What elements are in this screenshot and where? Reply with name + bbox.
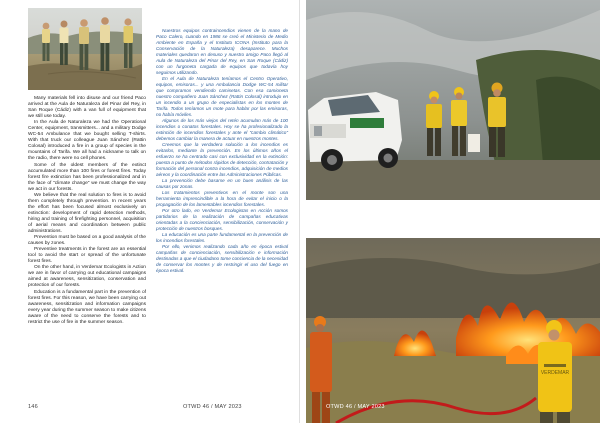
paragraph-en: Many materials fell into disuse and our friend Paco arrived at the Aula de Naturaleza del Pinar del Rey, in San Roque (Cádiz) with a van full of equipment that we still use today.	[28, 96, 146, 120]
paragraph-es: La prevención debe basarse en un buen análisis de las causas por zonas.	[156, 178, 288, 189]
paragraph-es: Los tratamientos preventivos en el monte son una herramienta imprescindible a la hora de evitar el inicio o la propagación de los lamentables incendios forestales.	[156, 190, 288, 207]
vest-text: VERDEMAR	[540, 370, 570, 376]
paragraph-en: We believe that the real solution to fires is to avoid them completely through prevention. In recent years the effort has been focused almost exclusively on extinction: development of rapid detection methods, hiring and training of firefighting personnel, acquisition of aerial means and coordination between public administrations.	[28, 192, 146, 235]
paragraph-es: La educación es una parte fundamental en la prevención de los incendios forestales.	[156, 232, 288, 243]
firefighting-flames-photo	[306, 238, 600, 423]
firefighter-team-photo	[28, 8, 142, 90]
paragraph-es: Por ello, venimos realizando cada año en época estival campañas de concienciación, sensibilización e información destinadas a que el ciudadano tome conciencia de la necesidad de conservar los montes y de restringir el uso del fuego en época estival.	[156, 244, 288, 273]
magazine-issue: OTWD 46 / MAY 2023	[183, 404, 242, 410]
paragraph-en: Education is a fundamental part in the prevention of forest fires. For this reason, we have been carrying out awareness, sensitization and information campaigns every year during the summer season to make citizens aware of the need to conserve the forests and to restrict the use of fire in the summer season.	[28, 289, 146, 325]
paragraph-es: Algunos de los más viejos del retén acumulan más de 100 incendios o conatos forestales. Hoy se ha profesionalizado la extinción de incendios forestales y ante el "cambio climático" debemos cambiar la manera de actuar en nuestros montes.	[156, 118, 288, 141]
paragraph-es: Por otro lado, en Verdemar Ecologistas en Acción somos partidarios de la realización de campañas educativas orientadas a la concienciación, sensibilización, conservación y protección de nuestros bosques.	[156, 208, 288, 231]
paragraph-en: Some of the oldest members of the extinct accumulated more than 100 fires or forest fires. Today forest fire extinction has been professionalized and in the face of "climate change" we must change the way we act in our forests.	[28, 162, 146, 192]
page-number: 146	[28, 404, 38, 410]
spanish-text-column	[156, 28, 288, 274]
paragraph-en: Preventive treatments in the forest are an essential tool to avoid the start or spread of the unfortunate forest fires.	[28, 247, 146, 265]
paragraph-es: En el Aula de Naturaleza teníamos el Centro Operativo, equipos, emisoras... y una Ambulancia Dodge WC-54 militar que compramos vendiendo camisetas. Con esa camioneta nuestro compañero Juan Sánchez (Rattin Colosal) introdujo en un incendio a un grupo de especialistas en los montes de Tarifa. Todos teníamos un mote para hablar por las emisoras, no había móviles.	[156, 76, 288, 117]
paragraph-en: On the other hand, in Verdemar Ecologists in Action we are in favor of carrying out educational campaigns aimed at awareness, sensitization, conservation and protection of our forests.	[28, 265, 146, 289]
right-page	[300, 0, 600, 423]
magazine-issue-right: OTWD 46 / MAY 2023	[326, 404, 385, 410]
paragraph-es: Nuestros equipos contraincendios vienen de la mano de Paco Calero, cuando en 1986 se creó el Ministerio de Medio Ambiente en España y el Instituto ICONA (Instituto para la Conservación de la Naturaleza) desaparece. Muchos materiales quedaron en desuso y nuestro amigo Paco llegó al Aula de Naturaleza del Pinar del Rey, en San Roque (Cádiz) con un furgoneta cargada de equipos que todavía hoy seguimos utilizando.	[156, 28, 288, 75]
fire-truck-crew-photo	[306, 0, 600, 200]
paragraph-en: In the Aula de Naturaleza we had the Operational Center, equipment, transmitters... and a military Dodge WC-54 Ambulance that we bought selling T-shirts. With that truck our colleague Juan Sánchez (Rattin Colosal) introduced a fire in a group of species in the mountains of Tarifa. We all had a nickname to talk on the radio, there were no cell phones.	[28, 120, 146, 162]
paragraph-en: Prevention must be based on a good analysis of the causes by zones.	[28, 235, 146, 247]
english-text-column	[28, 96, 146, 326]
paragraph-es: Creemos que la verdadera solución a los incendios es evitarlos, mediante la prevención. En los últimos años el esfuerzo se ha centrado casi con exclusividad en la extinción: puesta a punto de métodos rápidos de detección, contratación y formación del personal contra incendios, adquisición de medios aéreos y la coordinación entre las Administraciones Públicas.	[156, 142, 288, 177]
